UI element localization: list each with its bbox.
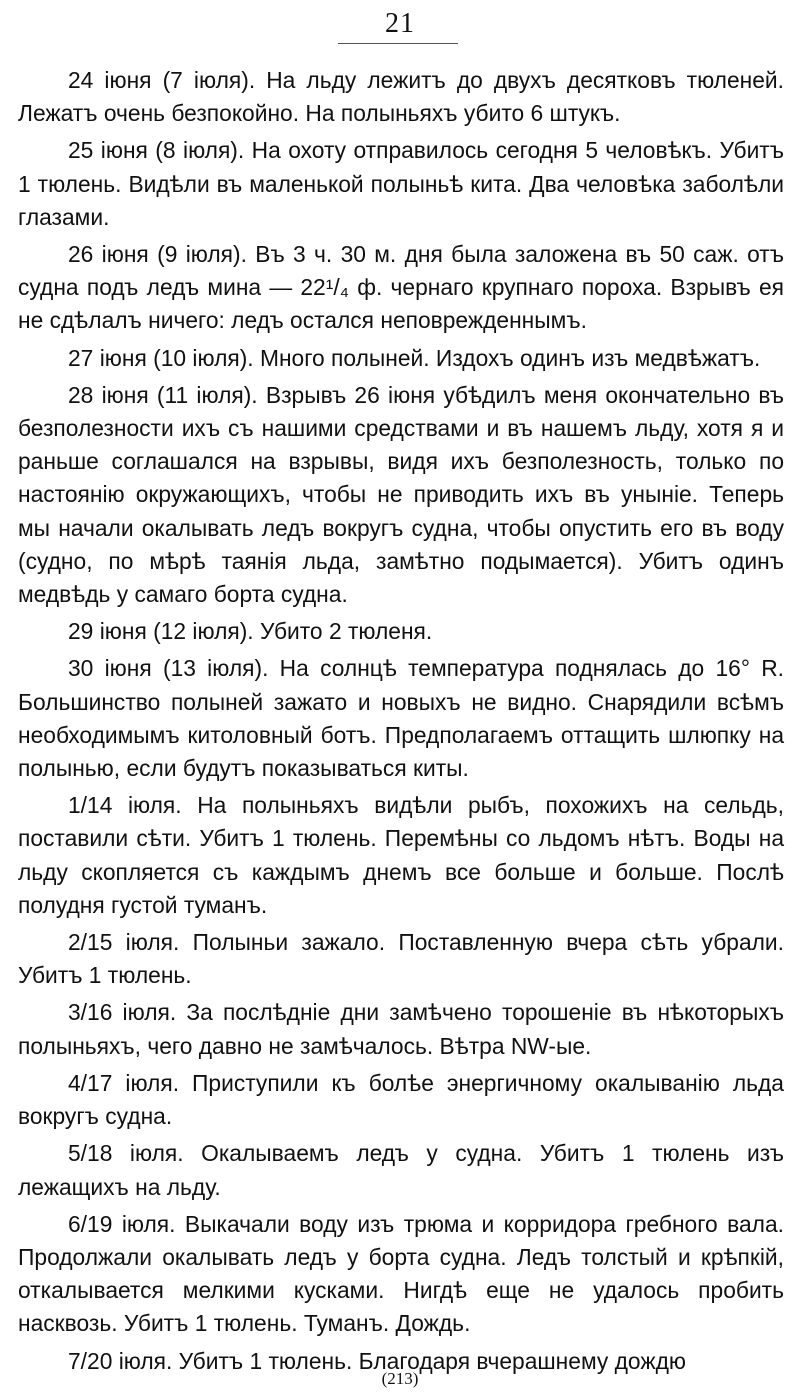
header-rule bbox=[338, 43, 458, 44]
diary-entry: 7/20 іюля. Убитъ 1 тюлень. Благодаря вчерашнему дождю bbox=[68, 1347, 686, 1374]
footer-page-number: (213) bbox=[381, 1369, 419, 1388]
diary-entry: 29 іюня (12 іюля). Убито 2 тюленя. bbox=[68, 618, 433, 645]
diary-entry: 6/19 іюля. Выкачали воду изъ трюма и корридора гребного вала. Продолжали окалывать ледъ у борта судна. Ледъ толстый и крѣпкій, откалывается мелкими кусками. Нигдѣ еще не удалось пробить насквозь. Убитъ 1 тюлень. Туманъ. Дождь. bbox=[18, 1210, 784, 1337]
diary-entry: 24 іюня (7 іюля). На льду лежитъ до двухъ десятковъ тюленей. Лежатъ очень безпокойно. На полыньяхъ убито 6 штукъ. bbox=[18, 67, 784, 127]
diary-entry: 1/14 іюля. На полыньяхъ видѣли рыбъ, похожихъ на сельдь, поставили сѣти. Убитъ 1 тюлень. Перемѣны со льдомъ нѣтъ. Воды на льду скопляется съ каждымъ днемъ все больше и больше. Послѣ полудня густой туманъ. bbox=[18, 792, 784, 918]
page-number: 21 bbox=[385, 8, 415, 39]
diary-entry: 28 іюня (11 іюля). Взрывъ 26 іюня убѣдилъ меня окончательно въ безполезности ихъ съ нашими средствами и въ нашемъ льду, хотя я и раньше соглашался на взрывы, видя ихъ безполезность, только по настоянію окружающихъ, чтобы не приводить ихъ въ уныніе. Теперь мы начали окалывать ледъ вокругъ судна, чтобы опустить его въ воду (судно, по мѣрѣ таянія льда, замѣтно подымается). Убитъ одинъ медвѣдь у самаго борта судна. bbox=[18, 381, 784, 608]
diary-entry: 5/18 іюля. Окалываемъ ледъ у судна. Убитъ 1 тюлень изъ лежащихъ на льду. bbox=[18, 1140, 784, 1200]
diary-entry: 2/15 іюля. Полыньи зажало. Поставленную вчера сѣть убрали. Убитъ 1 тюлень. bbox=[18, 929, 784, 989]
diary-entry: 26 іюня (9 іюля). Въ 3 ч. 30 м. дня была заложена въ 50 саж. отъ судна подъ ледъ мина — 22¹/₄ ф. чернаго крупнаго пороха. Взрывъ ея не сдѣлалъ ничего: ледъ остался неповрежденнымъ. bbox=[18, 241, 784, 334]
diary-entry: 4/17 іюля. Приступили къ болѣе энергичному окалыванію льда вокругъ судна. bbox=[18, 1069, 784, 1130]
diary-entry: 25 іюня (8 іюля). На охоту отправилось сегодня 5 человѣкъ. Убитъ 1 тюлень. Видѣли въ маленькой полыньѣ кита. Два человѣка заболѣли глазами. bbox=[18, 137, 784, 230]
diary-entry: 27 іюня (10 іюля). Много полыней. Издохъ одинъ изъ медвѣжатъ. bbox=[68, 344, 761, 371]
diary-entry: 3/16 іюля. За послѣдніе дни замѣчено торошеніе въ нѣкоторыхъ полыньяхъ, чего давно не замѣчалось. Вѣтра NW-ые. bbox=[18, 999, 784, 1059]
diary-entry: 30 іюня (13 іюля). На солнцѣ температура поднялась до 16° R. Большинство полыней зажато и новыхъ не видно. Снарядили всѣмъ необходимымъ китоловный ботъ. Предполагаемъ оттащить шлюпку на полынью, если будутъ показываться киты. bbox=[18, 655, 784, 782]
diary-text bbox=[18, 64, 784, 1382]
